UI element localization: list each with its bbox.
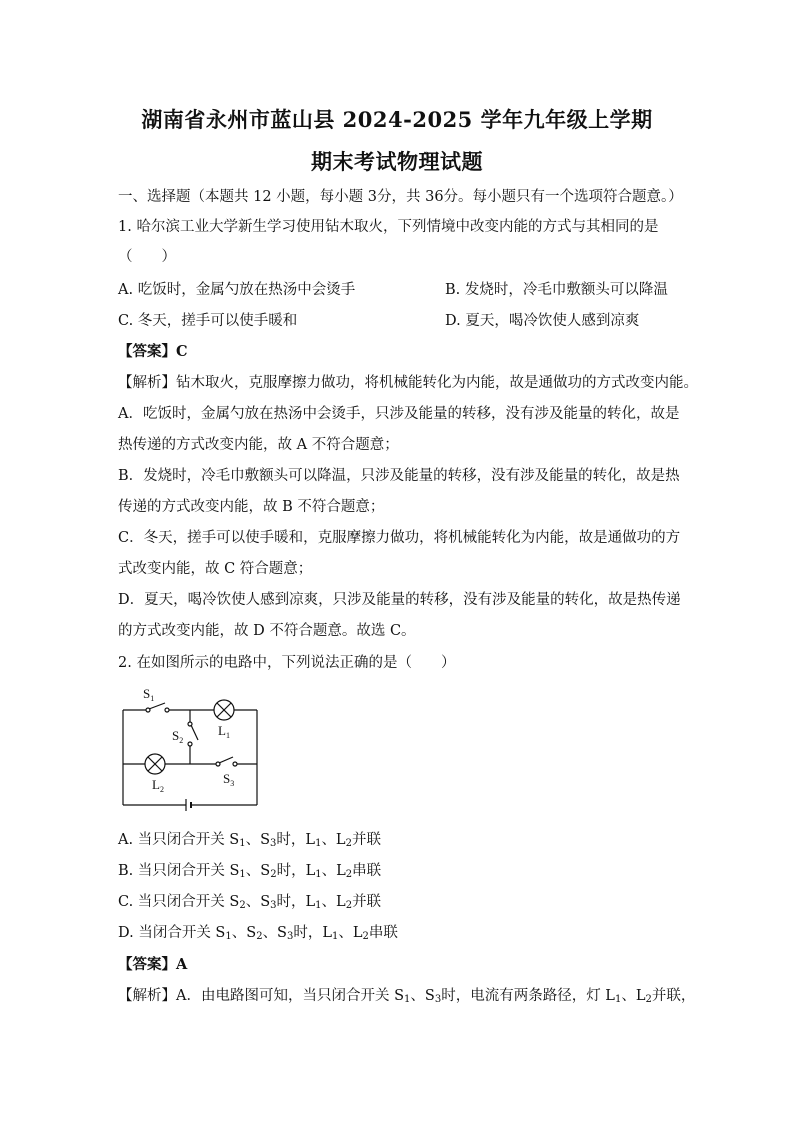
q1-analysis-line: 热传递的方式改变内能，故 A 不符合题意； xyxy=(118,437,399,453)
switch-s2-contact xyxy=(188,742,192,746)
q2-option-c: C. 当只闭合开关 $S_2$、$S_3$时，$L_1$、$L_2$并联 xyxy=(118,894,382,911)
q2-option-d: D. 当闭合开关 $S_1$、$S_2$、$S_3$时，$L_1$、$L_2$串联 xyxy=(118,925,398,942)
circuit-diagram xyxy=(118,683,268,813)
q1-analysis-line: C．冬天，搓手可以使手暖和，克服摩擦力做功，将机械能转化为内能，故是通做功的方 xyxy=(118,530,681,546)
q1-analysis-line: 传递的方式改变内能，故 B 不符合题意； xyxy=(118,499,385,515)
switch-s1-contact xyxy=(165,708,169,712)
q2-answer: 【答案】A xyxy=(118,956,188,973)
lamp-l2 xyxy=(145,754,165,774)
q1-analysis-line: B．发烧时，冷毛巾敷额头可以降温，只涉及能量的转移，没有涉及能量的转化，故是热 xyxy=(118,468,680,484)
label-l2: $L_2$ xyxy=(152,777,164,794)
q1-option-d: D. 夏天，喝冷饮使人感到凉爽 xyxy=(445,313,640,329)
lamp-l1 xyxy=(214,700,234,720)
q1-option-c: C. 冬天，搓手可以使手暖和 xyxy=(118,313,298,329)
switch-s3-blade xyxy=(219,757,233,763)
q1-analysis-line: D．夏天，喝冷饮使人感到凉爽，只涉及能量的转移，没有涉及能量的转化，故是热传递 xyxy=(118,592,681,608)
label-s3: $S_3$ xyxy=(223,771,235,788)
label-s1: $S_1$ xyxy=(143,686,155,703)
switch-s2-blade xyxy=(191,725,198,740)
q1-analysis-line: 式改变内能，故 C 符合题意； xyxy=(118,561,313,577)
q2-option-b: B. 当只闭合开关 $S_1$、$S_2$时，$L_1$、$L_2$串联 xyxy=(118,863,382,880)
doc-title-line1: 湖南省永州市蓝山县 2024-2025 学年九年级上学期 xyxy=(141,107,653,132)
q1-analysis-line: A．吃饭时，金属勺放在热汤中会烫手，只涉及能量的转移，没有涉及能量的转化，故是 xyxy=(118,406,680,422)
q2-option-a: A. 当只闭合开关 $S_1$、$S_3$时，$L_1$、$L_2$并联 xyxy=(118,832,381,849)
section-heading: 一、选择题（本题共 12 小题，每小题 3分，共 36分。每小题只有一个选项符合题意。） xyxy=(118,189,683,205)
q1-option-b: B. 发烧时，冷毛巾敷额头可以降温 xyxy=(445,282,668,298)
switch-s1-blade xyxy=(149,703,165,709)
q1-option-a: A. 吃饭时，金属勺放在热汤中会烫手 xyxy=(118,282,356,298)
label-s2: $S_2$ xyxy=(172,728,184,745)
switch-s3-contact xyxy=(233,762,237,766)
q2-stem: 2. 在如图所示的电路中，下列说法正确的是（ ） xyxy=(118,655,456,671)
q1-analysis-line: 的方式改变内能，故 D 不符合题意。故选 C。 xyxy=(118,623,416,639)
doc-title-line2: 期末考试物理试题 xyxy=(311,149,483,174)
q1-answer: 【答案】C xyxy=(118,343,188,360)
label-l1: $L_1$ xyxy=(218,723,230,740)
q2-analysis: 【解析】A．由电路图可知，当只闭合开关 $S_1$、$S_3$时，电流有两条路径，灯 $L_1$、$L_2$并联， xyxy=(118,988,696,1005)
q1-analysis-line: 【解析】钻木取火，克服摩擦力做功，将机械能转化为内能，故是通做功的方式改变内能。 xyxy=(118,375,698,391)
q1-stem: 1. 哈尔滨工业大学新生学习使用钻木取火，下列情境中改变内能的方式与其相同的是 xyxy=(118,219,659,235)
q1-paren: （ ） xyxy=(118,249,176,265)
